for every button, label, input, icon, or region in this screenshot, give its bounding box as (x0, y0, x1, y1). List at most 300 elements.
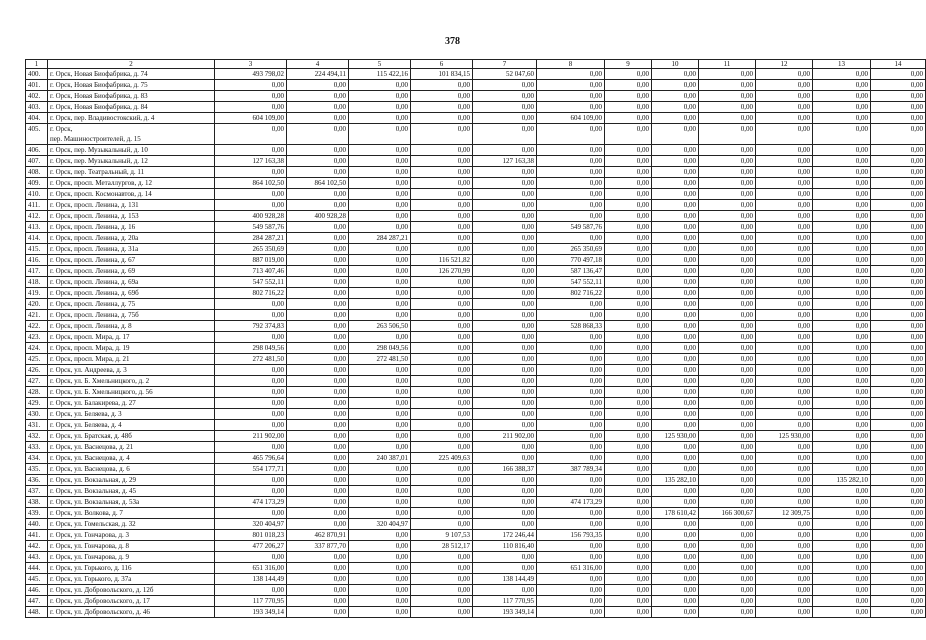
row-number-cell: 418. (26, 277, 48, 288)
value-cell: 0,00 (473, 409, 537, 420)
row-number-cell: 448. (26, 607, 48, 618)
row-number-cell: 423. (26, 332, 48, 343)
value-cell: 0,00 (473, 200, 537, 211)
value-cell: 0,00 (605, 222, 652, 233)
address-cell: г. Орск, Новая Биофабрика, д. 74 (48, 69, 215, 80)
value-cell: 0,00 (411, 409, 473, 420)
table-row (26, 233, 926, 244)
row-number-cell: 444. (26, 563, 48, 574)
address-cell: г. Орск, пер. Владивостокский, д. 4 (48, 113, 215, 124)
value-cell: 0,00 (349, 332, 411, 343)
value-cell: 0,00 (537, 486, 605, 497)
value-cell: 0,00 (605, 277, 652, 288)
value-cell: 0,00 (699, 585, 756, 596)
value-cell: 0,00 (287, 354, 349, 365)
page-number: 378 (445, 36, 460, 47)
address-cell: г. Орск, просп. Мира, д. 17 (48, 332, 215, 343)
value-cell: 0,00 (605, 453, 652, 464)
value-cell: 0,00 (813, 288, 871, 299)
value-cell: 0,00 (215, 102, 287, 113)
value-cell: 0,00 (537, 167, 605, 178)
table-row (26, 321, 926, 332)
value-cell: 0,00 (652, 574, 699, 585)
value-cell: 0,00 (605, 376, 652, 387)
value-cell: 0,00 (871, 508, 926, 519)
row-number-cell: 447. (26, 596, 48, 607)
address-cell: г. Орск, пер. Машиностроителей, д. 15 (48, 124, 215, 145)
value-cell: 0,00 (537, 409, 605, 420)
value-cell: 0,00 (537, 145, 605, 156)
table-row (26, 530, 926, 541)
value-cell: 0,00 (473, 310, 537, 321)
row-number-cell: 436. (26, 475, 48, 486)
row-number-cell: 426. (26, 365, 48, 376)
value-cell: 0,00 (652, 145, 699, 156)
value-cell: 0,00 (537, 442, 605, 453)
value-cell: 0,00 (652, 189, 699, 200)
value-cell: 0,00 (813, 167, 871, 178)
value-cell: 0,00 (756, 497, 813, 508)
value-cell: 0,00 (287, 508, 349, 519)
value-cell: 0,00 (652, 178, 699, 189)
address-cell: г. Орск, ул. Гончарова, д. 3 (48, 530, 215, 541)
value-cell: 0,00 (813, 552, 871, 563)
value-cell: 0,00 (605, 299, 652, 310)
value-cell: 0,00 (287, 365, 349, 376)
address-cell: г. Орск, просп. Ленина, д. 69 (48, 266, 215, 277)
value-cell: 0,00 (473, 266, 537, 277)
value-cell: 0,00 (411, 486, 473, 497)
value-cell: 0,00 (473, 288, 537, 299)
row-number-cell: 413. (26, 222, 48, 233)
value-cell: 135 282,10 (652, 475, 699, 486)
value-cell: 0,00 (652, 80, 699, 91)
row-number-cell: 424. (26, 343, 48, 354)
value-cell: 770 497,18 (537, 255, 605, 266)
value-cell: 0,00 (699, 80, 756, 91)
value-cell: 0,00 (699, 233, 756, 244)
row-number-cell: 437. (26, 486, 48, 497)
value-cell: 0,00 (605, 343, 652, 354)
value-cell: 0,00 (349, 464, 411, 475)
value-cell: 0,00 (605, 124, 652, 145)
column-header: 9 (605, 60, 652, 69)
value-cell: 0,00 (871, 497, 926, 508)
table-row (26, 277, 926, 288)
value-cell: 0,00 (652, 563, 699, 574)
value-cell: 0,00 (215, 299, 287, 310)
value-cell: 0,00 (813, 189, 871, 200)
value-cell: 0,00 (813, 113, 871, 124)
address-cell: г. Орск, просп. Ленина, д. 69б (48, 288, 215, 299)
value-cell: 0,00 (411, 519, 473, 530)
table-row (26, 365, 926, 376)
row-number-cell: 420. (26, 299, 48, 310)
value-cell: 0,00 (756, 464, 813, 475)
row-number-cell: 438. (26, 497, 48, 508)
value-cell: 0,00 (287, 464, 349, 475)
value-cell: 0,00 (411, 321, 473, 332)
address-cell: г. Орск, ул. Беляева, д. 3 (48, 409, 215, 420)
value-cell: 0,00 (411, 398, 473, 409)
address-cell: г. Орск, просп. Ленина, д. 67 (48, 255, 215, 266)
column-header: 4 (287, 60, 349, 69)
value-cell: 0,00 (473, 299, 537, 310)
table-row (26, 80, 926, 91)
value-cell: 0,00 (537, 453, 605, 464)
value-cell: 0,00 (699, 552, 756, 563)
value-cell: 0,00 (813, 519, 871, 530)
value-cell: 0,00 (699, 530, 756, 541)
value-cell: 0,00 (473, 508, 537, 519)
value-cell: 0,00 (287, 255, 349, 266)
address-cell: г. Орск, просп. Ленина, д. 131 (48, 200, 215, 211)
address-cell: г. Орск, ул. Горького, д. 116 (48, 563, 215, 574)
value-cell: 0,00 (813, 222, 871, 233)
value-cell: 0,00 (699, 91, 756, 102)
table-row (26, 497, 926, 508)
row-number-cell: 435. (26, 464, 48, 475)
value-cell: 0,00 (287, 145, 349, 156)
value-cell: 0,00 (473, 475, 537, 486)
value-cell: 0,00 (349, 255, 411, 266)
address-cell: г. Орск, ул. Гомельская, д. 32 (48, 519, 215, 530)
value-cell: 0,00 (813, 409, 871, 420)
value-cell: 493 798,02 (215, 69, 287, 80)
value-cell: 0,00 (756, 80, 813, 91)
value-cell: 651 316,00 (215, 563, 287, 574)
value-cell: 0,00 (349, 442, 411, 453)
value-cell: 127 163,38 (215, 156, 287, 167)
value-cell: 0,00 (287, 585, 349, 596)
value-cell: 0,00 (287, 431, 349, 442)
value-cell: 0,00 (699, 431, 756, 442)
value-cell: 0,00 (813, 607, 871, 618)
value-cell: 0,00 (411, 376, 473, 387)
value-cell: 240 387,01 (349, 453, 411, 464)
value-cell: 0,00 (871, 387, 926, 398)
value-cell: 0,00 (813, 80, 871, 91)
value-cell: 0,00 (215, 91, 287, 102)
value-cell: 0,00 (652, 277, 699, 288)
value-cell: 0,00 (813, 453, 871, 464)
value-cell: 224 494,11 (287, 69, 349, 80)
value-cell: 0,00 (287, 563, 349, 574)
value-cell: 0,00 (473, 486, 537, 497)
value-cell: 0,00 (537, 420, 605, 431)
address-cell: г. Орск, ул. Васнецова, д. 4 (48, 453, 215, 464)
value-cell: 0,00 (756, 91, 813, 102)
value-cell: 0,00 (699, 486, 756, 497)
table-row (26, 102, 926, 113)
value-cell: 0,00 (537, 607, 605, 618)
value-cell: 0,00 (605, 431, 652, 442)
value-cell: 0,00 (699, 365, 756, 376)
value-cell: 0,00 (287, 596, 349, 607)
address-cell: г. Орск, ул. Вокзальная, д. 45 (48, 486, 215, 497)
value-cell: 0,00 (871, 222, 926, 233)
value-cell: 0,00 (287, 299, 349, 310)
column-header: 2 (48, 60, 215, 69)
value-cell: 0,00 (652, 343, 699, 354)
table-row (26, 453, 926, 464)
table-row (26, 607, 926, 618)
value-cell: 0,00 (699, 398, 756, 409)
address-cell: г. Орск, просп. Ленина, д. 16 (48, 222, 215, 233)
value-cell: 0,00 (605, 585, 652, 596)
value-cell: 0,00 (756, 574, 813, 585)
value-cell: 0,00 (756, 299, 813, 310)
column-header: 7 (473, 60, 537, 69)
address-cell: г. Орск, просп. Космонавтов, д. 14 (48, 189, 215, 200)
row-number-cell: 443. (26, 552, 48, 563)
column-header: 6 (411, 60, 473, 69)
value-cell: 0,00 (537, 585, 605, 596)
table-row (26, 299, 926, 310)
value-cell: 0,00 (605, 244, 652, 255)
column-header: 8 (537, 60, 605, 69)
value-cell: 0,00 (215, 409, 287, 420)
value-cell: 0,00 (349, 475, 411, 486)
value-cell: 0,00 (699, 464, 756, 475)
row-number-cell: 416. (26, 255, 48, 266)
value-cell: 0,00 (537, 387, 605, 398)
value-cell: 0,00 (652, 398, 699, 409)
value-cell: 554 177,71 (215, 464, 287, 475)
address-cell: г. Орск, просп. Ленина, д. 20а (48, 233, 215, 244)
value-cell: 0,00 (652, 167, 699, 178)
row-number-cell: 406. (26, 145, 48, 156)
value-cell: 0,00 (287, 233, 349, 244)
value-cell: 400 928,28 (215, 211, 287, 222)
value-cell: 792 374,83 (215, 321, 287, 332)
address-cell: г. Орск, Новая Биофабрика, д. 83 (48, 91, 215, 102)
value-cell: 0,00 (871, 552, 926, 563)
value-cell: 0,00 (652, 585, 699, 596)
value-cell: 0,00 (871, 464, 926, 475)
value-cell: 651 316,00 (537, 563, 605, 574)
value-cell: 0,00 (287, 266, 349, 277)
value-cell: 0,00 (756, 332, 813, 343)
value-cell: 0,00 (699, 442, 756, 453)
row-number-cell: 421. (26, 310, 48, 321)
value-cell: 0,00 (215, 376, 287, 387)
address-cell: г. Орск, ул. Гончарова, д. 9 (48, 552, 215, 563)
value-cell: 0,00 (699, 244, 756, 255)
value-cell: 0,00 (411, 222, 473, 233)
value-cell: 0,00 (605, 607, 652, 618)
column-header: 14 (871, 60, 926, 69)
value-cell: 0,00 (652, 255, 699, 266)
value-cell: 0,00 (349, 376, 411, 387)
value-cell: 0,00 (411, 563, 473, 574)
value-cell: 0,00 (605, 145, 652, 156)
column-header: 5 (349, 60, 411, 69)
table-row (26, 113, 926, 124)
value-cell: 0,00 (605, 113, 652, 124)
table-row (26, 486, 926, 497)
value-cell: 0,00 (411, 288, 473, 299)
value-cell: 0,00 (537, 332, 605, 343)
table-row (26, 431, 926, 442)
value-cell: 0,00 (411, 299, 473, 310)
value-cell: 0,00 (287, 574, 349, 585)
value-cell: 0,00 (349, 222, 411, 233)
value-cell: 0,00 (699, 178, 756, 189)
address-cell: г. Орск, просп. Ленина, д. 75б (48, 310, 215, 321)
value-cell: 0,00 (605, 596, 652, 607)
value-cell: 587 136,47 (537, 266, 605, 277)
value-cell: 0,00 (871, 299, 926, 310)
row-number-cell: 442. (26, 541, 48, 552)
value-cell: 0,00 (349, 113, 411, 124)
value-cell: 0,00 (756, 442, 813, 453)
value-cell: 0,00 (287, 420, 349, 431)
row-number-cell: 414. (26, 233, 48, 244)
value-cell: 0,00 (813, 508, 871, 519)
address-cell: г. Орск, ул. Гончарова, д. 8 (48, 541, 215, 552)
value-cell: 0,00 (871, 563, 926, 574)
value-cell: 0,00 (349, 563, 411, 574)
value-cell: 0,00 (699, 541, 756, 552)
value-cell: 0,00 (287, 409, 349, 420)
value-cell: 0,00 (473, 255, 537, 266)
row-number-cell: 425. (26, 354, 48, 365)
value-cell: 116 521,82 (411, 255, 473, 266)
value-cell: 211 902,00 (473, 431, 537, 442)
value-cell: 474 173,29 (537, 497, 605, 508)
address-cell: г. Орск, просп. Мира, д. 21 (48, 354, 215, 365)
value-cell: 211 902,00 (215, 431, 287, 442)
value-cell: 0,00 (537, 69, 605, 80)
value-cell: 0,00 (756, 211, 813, 222)
value-cell: 0,00 (813, 541, 871, 552)
value-cell: 0,00 (287, 277, 349, 288)
value-cell: 225 409,63 (411, 453, 473, 464)
value-cell: 0,00 (652, 102, 699, 113)
value-cell: 284 287,21 (215, 233, 287, 244)
value-cell: 0,00 (349, 607, 411, 618)
value-cell: 474 173,29 (215, 497, 287, 508)
value-cell: 0,00 (652, 596, 699, 607)
row-number-cell: 403. (26, 102, 48, 113)
value-cell: 0,00 (349, 431, 411, 442)
value-cell: 0,00 (349, 91, 411, 102)
value-cell: 135 282,10 (813, 475, 871, 486)
value-cell: 0,00 (349, 398, 411, 409)
value-cell: 0,00 (652, 211, 699, 222)
value-cell: 0,00 (537, 189, 605, 200)
table-row (26, 145, 926, 156)
value-cell: 0,00 (652, 310, 699, 321)
value-cell: 0,00 (473, 519, 537, 530)
value-cell: 0,00 (699, 376, 756, 387)
value-cell: 0,00 (537, 299, 605, 310)
value-cell: 0,00 (473, 332, 537, 343)
value-cell: 0,00 (871, 124, 926, 145)
table-header (26, 60, 926, 69)
value-cell: 0,00 (473, 211, 537, 222)
value-cell: 0,00 (813, 69, 871, 80)
value-cell: 0,00 (411, 585, 473, 596)
value-cell: 0,00 (473, 167, 537, 178)
value-cell: 0,00 (699, 200, 756, 211)
value-cell: 0,00 (411, 211, 473, 222)
value-cell: 0,00 (287, 80, 349, 91)
value-cell: 0,00 (537, 552, 605, 563)
value-cell: 0,00 (699, 124, 756, 145)
value-cell: 0,00 (473, 354, 537, 365)
value-cell: 0,00 (871, 409, 926, 420)
value-cell: 0,00 (756, 321, 813, 332)
row-number-cell: 417. (26, 266, 48, 277)
table-row (26, 255, 926, 266)
value-cell: 0,00 (349, 552, 411, 563)
value-cell: 0,00 (813, 497, 871, 508)
value-cell: 0,00 (215, 508, 287, 519)
value-cell: 0,00 (699, 156, 756, 167)
value-cell: 0,00 (871, 398, 926, 409)
value-cell: 0,00 (537, 508, 605, 519)
value-cell: 0,00 (652, 519, 699, 530)
value-cell: 0,00 (287, 102, 349, 113)
value-cell: 0,00 (871, 310, 926, 321)
value-cell: 0,00 (349, 102, 411, 113)
value-cell: 0,00 (605, 332, 652, 343)
value-cell: 0,00 (287, 200, 349, 211)
value-cell: 0,00 (699, 453, 756, 464)
value-cell: 0,00 (652, 266, 699, 277)
value-cell: 0,00 (473, 563, 537, 574)
value-cell: 0,00 (473, 102, 537, 113)
value-cell: 549 587,76 (537, 222, 605, 233)
value-cell: 0,00 (349, 486, 411, 497)
address-cell: г. Орск, Новая Биофабрика, д. 84 (48, 102, 215, 113)
value-cell: 0,00 (215, 189, 287, 200)
value-cell: 0,00 (652, 91, 699, 102)
value-cell: 0,00 (605, 464, 652, 475)
table-row (26, 464, 926, 475)
value-cell: 0,00 (287, 607, 349, 618)
value-cell: 0,00 (473, 277, 537, 288)
value-cell: 547 552,11 (537, 277, 605, 288)
value-cell: 0,00 (652, 420, 699, 431)
value-cell: 0,00 (699, 607, 756, 618)
value-cell: 0,00 (473, 244, 537, 255)
value-cell: 0,00 (537, 211, 605, 222)
value-cell: 0,00 (813, 310, 871, 321)
value-cell: 0,00 (813, 596, 871, 607)
value-cell: 549 587,76 (215, 222, 287, 233)
row-number-cell: 440. (26, 519, 48, 530)
value-cell: 0,00 (652, 244, 699, 255)
value-cell: 0,00 (756, 156, 813, 167)
value-cell: 320 404,97 (349, 519, 411, 530)
table-row (26, 442, 926, 453)
value-cell: 0,00 (411, 607, 473, 618)
value-cell: 52 047,60 (473, 69, 537, 80)
value-cell: 0,00 (813, 299, 871, 310)
address-cell: г. Орск, пер. Театральный, д. 11 (48, 167, 215, 178)
table-row (26, 200, 926, 211)
value-cell: 0,00 (287, 497, 349, 508)
value-cell: 0,00 (537, 574, 605, 585)
value-cell: 0,00 (699, 266, 756, 277)
address-cell: г. Орск, ул. Б. Хмельницкого, д. 56 (48, 387, 215, 398)
address-cell: г. Орск, просп. Ленина, д. 31а (48, 244, 215, 255)
value-cell: 0,00 (349, 310, 411, 321)
value-cell: 0,00 (287, 387, 349, 398)
